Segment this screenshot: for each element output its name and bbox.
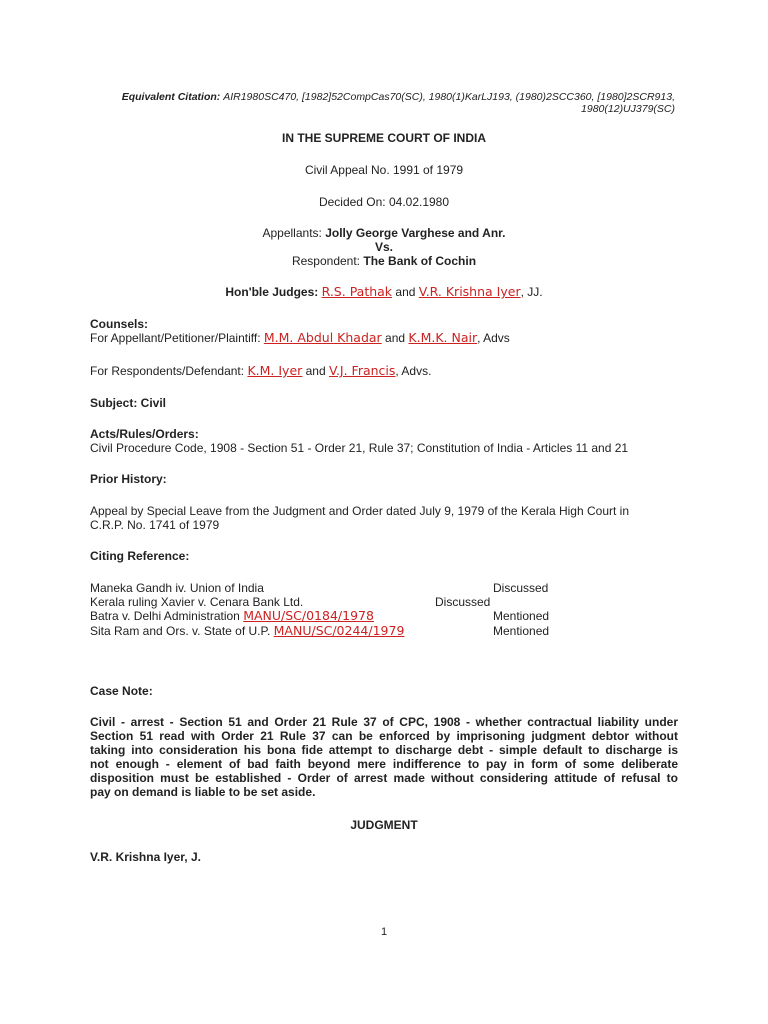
- counsel-link-km-iyer[interactable]: K.M. Iyer: [247, 363, 303, 378]
- judgment-heading: JUDGMENT: [350, 818, 418, 832]
- judges-and: and: [395, 285, 416, 299]
- counsel-link-vj-francis[interactable]: V.J. Francis: [329, 363, 396, 378]
- counsel-and: and: [385, 331, 406, 345]
- case-note-line-3: taking into consideration his bona fide attempt to discharge debt - simple default to discharge is: [90, 743, 678, 757]
- court-title: IN THE SUPREME COURT OF INDIA: [281, 131, 486, 145]
- case-note-line-1: Civil - arrest - Section 51 and Order 21 Rule 37 of CPC, 1908 - whether contractual liability under: [90, 715, 678, 729]
- judges-line: [0, 285, 768, 299]
- respondent-counsel-line: [90, 364, 678, 378]
- citing-status: Discussed: [493, 581, 549, 595]
- citation-line-1: AIR1980SC470, [1982]52CompCas70(SC), 1980(1)KarLJ193, (1980)2SCC360, [1980]2SCR913,: [223, 91, 675, 103]
- citing-reference-row: [90, 609, 560, 623]
- case-note-line-6: pay on demand is liable to be set aside.: [90, 785, 316, 799]
- appellants-label: Appellants:: [262, 226, 322, 240]
- versus: Vs.: [374, 240, 393, 254]
- counsels-heading: Counsels:: [90, 317, 149, 331]
- prior-history-heading: Prior History:: [90, 472, 167, 486]
- citation-line-2: 1980(12)UJ379(SC): [581, 103, 675, 115]
- decided-on: Decided On: 04.02.1980: [318, 195, 450, 209]
- prior-history-line-2: C.R.P. No. 1741 of 1979: [90, 518, 220, 532]
- citing-reference-row: [90, 624, 560, 638]
- respondent-name: The Bank of Cochin: [363, 254, 477, 268]
- judge-link-krishna-iyer[interactable]: V.R. Krishna Iyer: [418, 284, 521, 299]
- judge-link-pathak[interactable]: R.S. Pathak: [321, 284, 393, 299]
- appellants-line: [0, 226, 768, 240]
- citing-status: Mentioned: [493, 609, 550, 623]
- citing-reference-row: [90, 581, 560, 595]
- citing-case: Kerala ruling Xavier v. Cenara Bank Ltd.: [90, 595, 304, 609]
- case-note-line-5: disposition must be established - Order of arrest made without considering attitude of refusal to: [90, 771, 678, 785]
- citing-status: Mentioned: [493, 624, 550, 638]
- citing-case: Maneka Gandh iv. Union of India: [90, 581, 264, 595]
- citing-link-manu-sc-0244-1979[interactable]: MANU/SC/0244/1979: [273, 623, 405, 638]
- equivalent-citation: [115, 91, 675, 115]
- citing-reference-heading: Citing Reference:: [90, 549, 190, 563]
- citing-case: Sita Ram and Ors. v. State of U.P.: [90, 624, 274, 638]
- judges-suffix: , JJ.: [520, 285, 543, 299]
- judge-author: V.R. Krishna Iyer, J.: [90, 850, 201, 864]
- appeal-number: Civil Appeal No. 1991 of 1979: [304, 163, 464, 177]
- counsel-link-abdul-khadar[interactable]: M.M. Abdul Khadar: [263, 330, 382, 345]
- prior-history-line-1: Appeal by Special Leave from the Judgment and Order dated July 9, 1979 of the Kerala High Court in: [90, 504, 629, 518]
- appellants-names: Jolly George Varghese and Anr.: [325, 226, 506, 240]
- citing-link-manu-sc-0184-1978[interactable]: MANU/SC/0184/1978: [243, 608, 374, 623]
- case-note-line-4: not enough - element of bad faith beyond mere indifference to pay in form of some deliberate: [90, 757, 678, 771]
- respondent-line: [0, 254, 768, 268]
- citing-reference-row: [90, 595, 560, 609]
- acts-heading: Acts/Rules/Orders:: [90, 427, 199, 441]
- subject: Subject: Civil: [90, 396, 167, 410]
- appellant-counsel-line: [90, 331, 678, 345]
- acts-text: Civil Procedure Code, 1908 - Section 51 - Order 21, Rule 37; Constitution of India - Articles 11 and 21: [90, 441, 629, 455]
- case-note-heading: Case Note:: [90, 684, 153, 698]
- appellant-counsel-prefix: For Appellant/Petitioner/Plaintiff:: [90, 331, 261, 345]
- page-number: 1: [380, 926, 388, 938]
- counsel-and-2: and: [305, 364, 326, 378]
- respondent-label: Respondent:: [291, 254, 361, 268]
- counsel-link-kmk-nair[interactable]: K.M.K. Nair: [408, 330, 478, 345]
- citation-label: Equivalent Citation:: [121, 91, 221, 103]
- respondent-counsel-prefix: For Respondents/Defendant:: [90, 364, 245, 378]
- citing-status: Discussed: [435, 595, 491, 609]
- respondent-counsel-suffix: , Advs.: [395, 364, 432, 378]
- appellant-counsel-suffix: , Advs: [477, 331, 510, 345]
- case-note-line-2: Section 51 read with Order 21 Rule 37 can be enforced by imprisoning judgment debtor without: [90, 729, 678, 743]
- judges-label: Hon'ble Judges:: [225, 285, 319, 299]
- citing-case: Batra v. Delhi Administration: [90, 609, 244, 623]
